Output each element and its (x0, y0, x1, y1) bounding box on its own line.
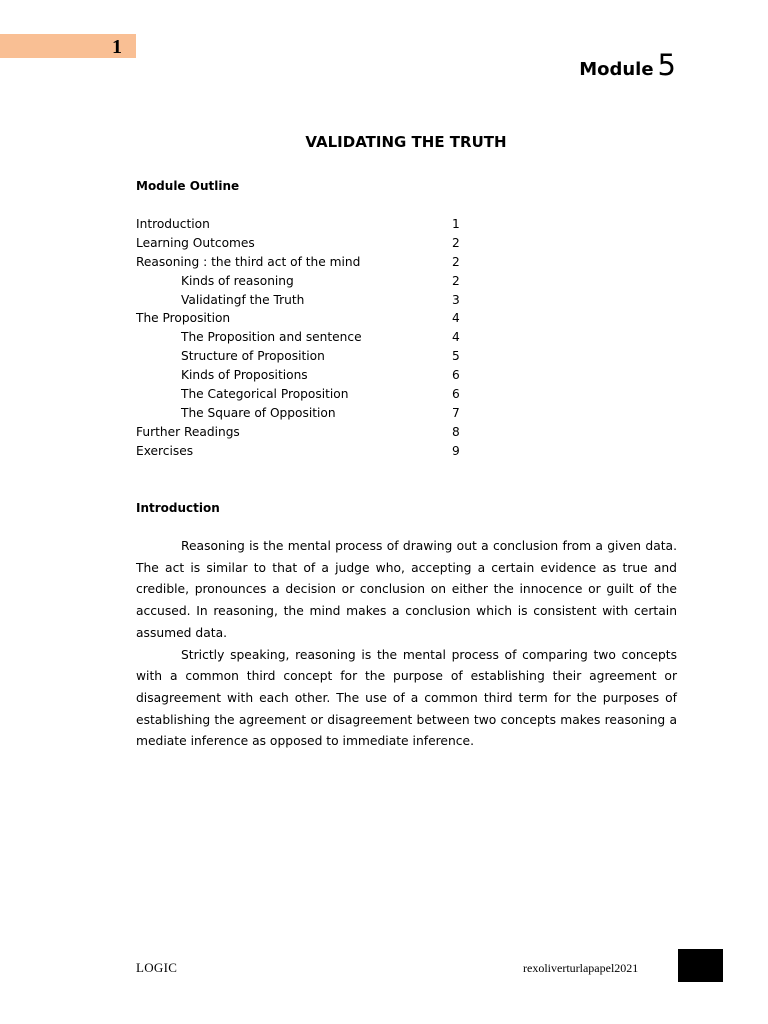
outline-subentry (136, 385, 466, 404)
outline-entry (136, 215, 466, 234)
outline-subentry (136, 404, 466, 423)
outline-entry-label: The Proposition and sentence (181, 330, 362, 345)
introduction-paragraph-2: Strictly speaking, reasoning is the mental process of comparing two concepts with a common third concept for the purpose of establishing their agreement or disagreement with each other. The use of a common third term for the purposes of establishing the agreement or disagreement between two concepts makes reasoning a mediate inference as opposed to immediate inference. (136, 647, 677, 749)
outline-entry-label: The Proposition (136, 311, 231, 326)
module-number: 5 (657, 48, 676, 82)
outline-entry (136, 423, 466, 442)
outline-subentry (136, 347, 466, 366)
introduction-body (136, 536, 677, 753)
outline-entry-page: 8 (452, 424, 460, 439)
outline-entry-label: The Categorical Proposition (181, 387, 349, 402)
outline-entry-label: Kinds of reasoning (181, 273, 294, 288)
outline-entry-page: 4 (452, 311, 460, 326)
outline-heading: Module Outline (136, 179, 240, 193)
outline-subentry (136, 366, 466, 385)
outline-subentry (136, 291, 466, 310)
outline-entry-label: Structure of Proposition (181, 349, 325, 364)
outline-entry-label: Exercises (136, 443, 194, 458)
outline-entry-page: 6 (452, 387, 460, 402)
footer-subject: LOGIC (136, 960, 178, 975)
outline-entry-label: Validatingf the Truth (181, 292, 305, 307)
outline-entry-page: 4 (452, 330, 460, 345)
outline-entry-page: 2 (452, 235, 460, 250)
outline-entry-page: 2 (452, 254, 460, 269)
footer-corner-block (678, 949, 723, 982)
outline-entry-label: Learning Outcomes (136, 235, 255, 250)
outline-entry-label: Introduction (136, 217, 210, 231)
document-title: VALIDATING THE TRUTH (305, 133, 507, 151)
outline-entry-page: 7 (452, 405, 460, 420)
page-number: 1 (112, 36, 122, 58)
introduction-paragraph-1: Reasoning is the mental process of drawing out a conclusion from a given data. The act is similar to that of a judge who, accepting a certain evidence as true and credible, pronounces a decision or conclusion on either the innocence or guilt of the accused. In reasoning, the mind makes a conclusion which is consistent with certain assumed data. (136, 539, 677, 640)
outline-subentry (136, 272, 466, 291)
module-label: Module (579, 59, 654, 80)
module-outline-list (136, 215, 466, 461)
outline-entry-page: 1 (452, 217, 460, 231)
outline-entry-label: Kinds of Propositions (181, 368, 308, 383)
outline-entry-page: 3 (452, 292, 460, 307)
outline-entry-label: The Square of Opposition (181, 405, 336, 420)
module-heading (579, 48, 676, 82)
footer-author: rexoliverturlapapel2021 (523, 961, 639, 975)
outline-entry (136, 253, 466, 272)
outline-entry-page: 2 (452, 273, 460, 288)
outline-entry (136, 442, 466, 461)
outline-entry-label: Reasoning : the third act of the mind (136, 254, 361, 269)
outline-subentry (136, 328, 466, 347)
outline-entry (136, 234, 466, 253)
outline-entry (136, 309, 466, 328)
outline-entry-page: 5 (452, 349, 460, 364)
outline-entry-page: 9 (452, 443, 460, 458)
introduction-heading: Introduction (136, 501, 220, 515)
outline-entry-page: 6 (452, 368, 460, 383)
outline-entry-label: Further Readings (136, 424, 240, 439)
